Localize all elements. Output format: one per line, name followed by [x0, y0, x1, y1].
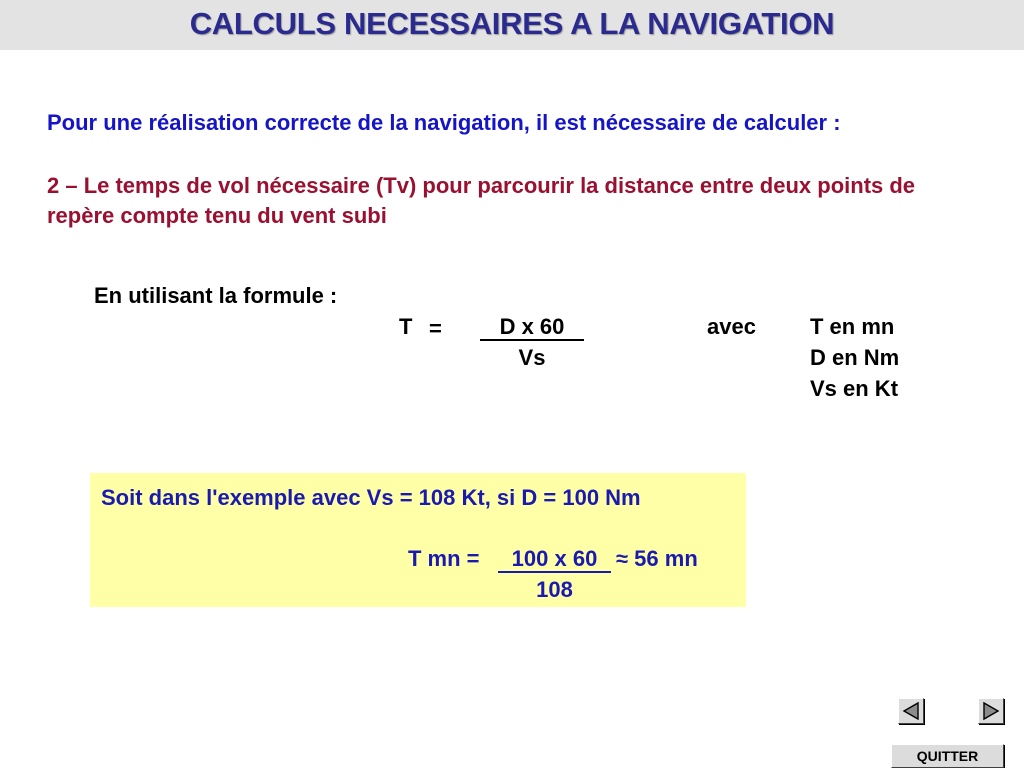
- example-fraction-line: [498, 571, 611, 573]
- triangle-left-icon: [901, 701, 921, 721]
- page-title: CALCULS NECESSAIRES A LA NAVIGATION: [189, 6, 835, 41]
- unit-time: T en mn: [810, 314, 895, 339]
- formula-denominator: Vs: [518, 345, 546, 370]
- triangle-right-icon: [981, 701, 1001, 721]
- example-numerator: 100 x 60: [511, 546, 598, 571]
- previous-button[interactable]: [898, 698, 924, 724]
- example-lhs: T mn =: [408, 546, 480, 571]
- formula-fraction-line: [480, 339, 584, 341]
- unit-distance: D en Nm: [810, 345, 900, 370]
- title-bar: [0, 0, 1024, 50]
- formula-intro: En utilisant la formule :: [94, 283, 338, 308]
- point-text: 2 – Le temps de vol nécessaire (Tv) pour parcourir la distance entre deux points de repère compte tenu du vent subi: [47, 173, 916, 228]
- formula-numerator: D x 60: [499, 314, 565, 339]
- example-box: [90, 473, 746, 607]
- intro-text: Pour une réalisation correcte de la navigation, il est nécessaire de calculer :: [47, 110, 841, 135]
- quit-button[interactable]: QUITTER: [891, 744, 1004, 768]
- example-result: ≈ 56 mn: [616, 546, 698, 571]
- example-statement: Soit dans l'exemple avec Vs = 108 Kt, si D = 100 Nm: [101, 485, 641, 510]
- example-denominator: 108: [536, 577, 573, 602]
- next-button[interactable]: [978, 698, 1004, 724]
- formula-lhs: T: [399, 314, 413, 339]
- formula-avec: avec: [707, 314, 756, 339]
- unit-speed: Vs en Kt: [810, 376, 899, 401]
- formula-equals: =: [429, 316, 442, 341]
